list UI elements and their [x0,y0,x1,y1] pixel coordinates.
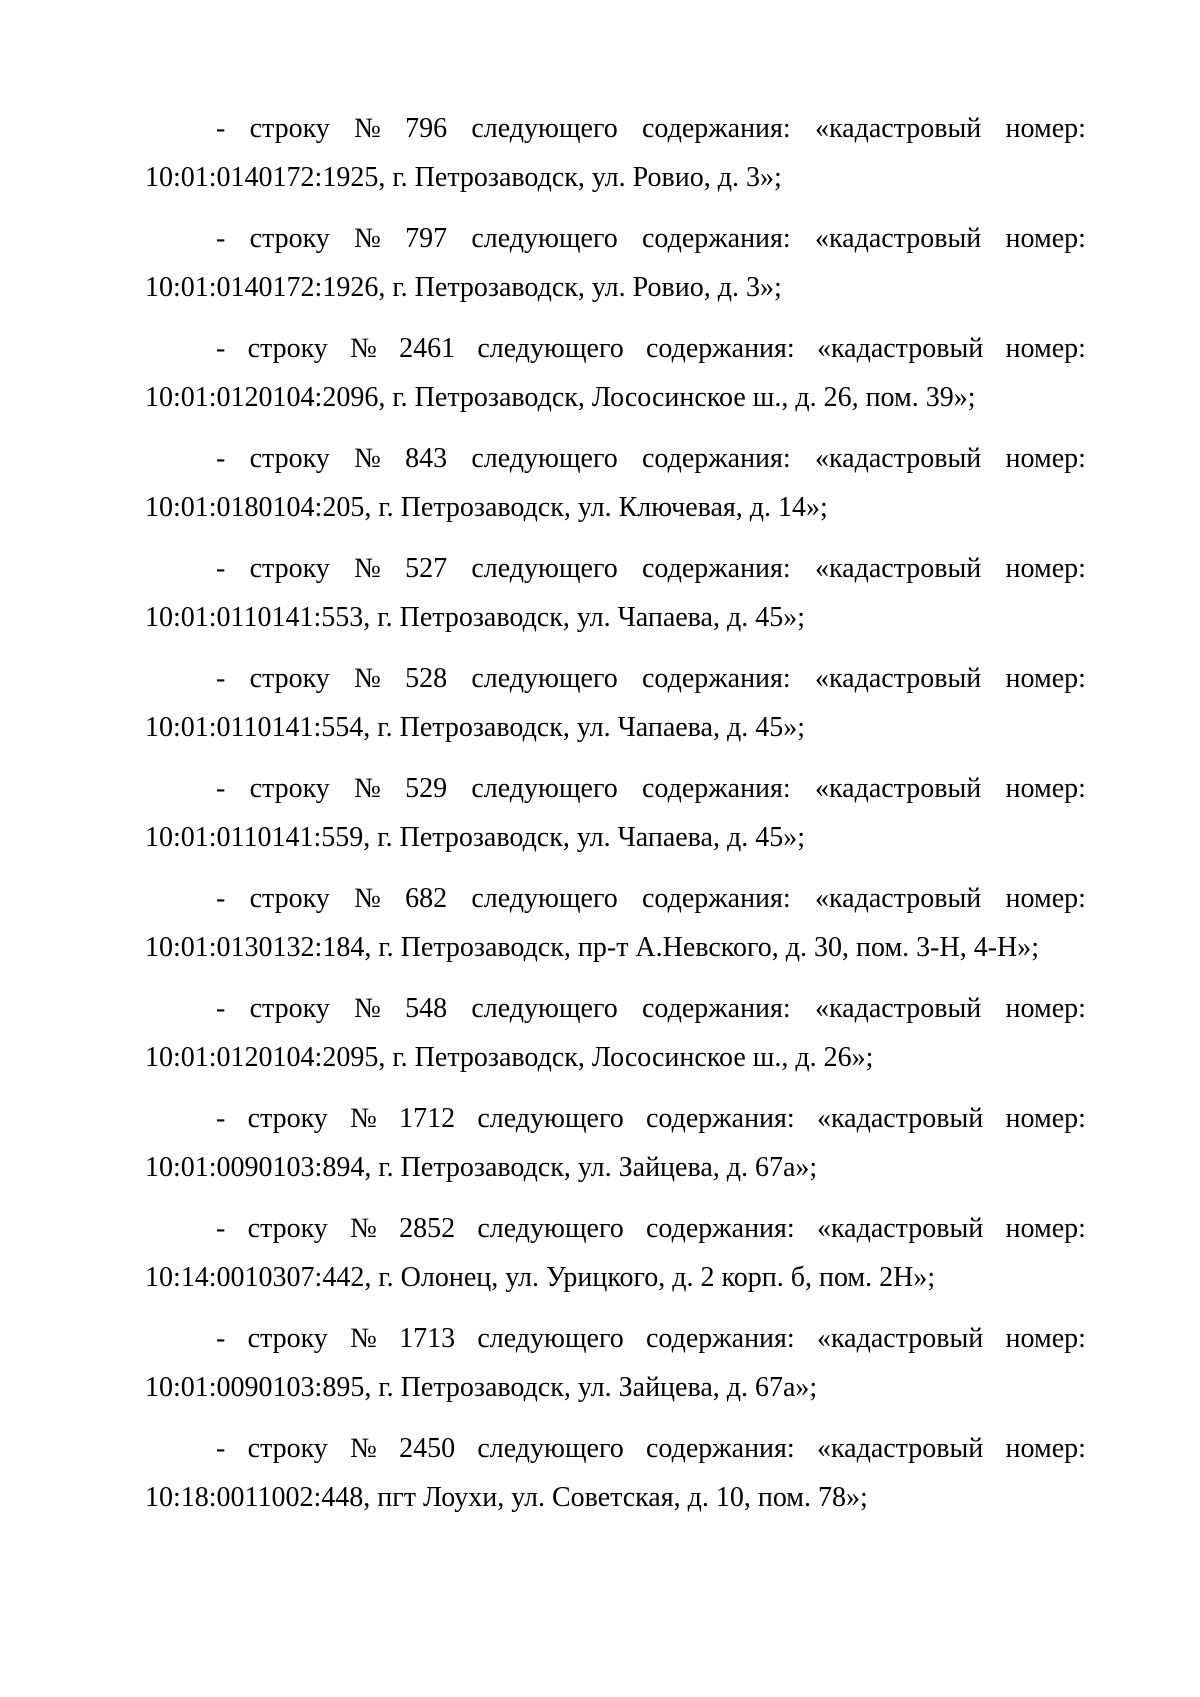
entry-cadastral-address: 10:01:0090103:894, г. Петрозаводск, ул. Зайцева, д. 67а»; [145,1152,818,1183]
entry-label: «кадастровый [816,1213,984,1244]
list-item [145,104,1086,214]
entry-phrase: следующего [471,553,618,584]
entry-word: строку [247,1323,328,1354]
entry-phrase2: содержания: [642,223,791,254]
entry-first-line [145,1424,1086,1473]
list-item [145,1204,1086,1314]
entry-row-no: 682 [405,883,448,914]
list-item [145,324,1086,434]
entry-label: «кадастровый [816,1103,984,1134]
entry-first-line [145,1204,1086,1253]
entry-first-line [145,104,1086,153]
entry-phrase: следующего [471,113,618,144]
document-page [145,104,1086,1534]
entry-label2: номер: [1005,993,1086,1024]
entry-num-sign: № [350,1433,377,1464]
entry-word: строку [249,993,330,1024]
entry-phrase2: содержания: [642,443,791,474]
entry-word: строку [249,113,330,144]
entry-first-line [145,764,1086,813]
entry-num-sign: № [354,993,381,1024]
entry-cadastral-address: 10:01:0120104:2096, г. Петрозаводск, Лососинское ш., д. 26, пом. 39»; [145,382,976,413]
entry-label2: номер: [1005,1103,1086,1134]
entry-phrase2: содержания: [642,993,791,1024]
list-item [145,874,1086,984]
entry-row-no: 529 [405,773,448,804]
entry-dash: - [216,993,226,1024]
entry-phrase2: содержания: [646,1433,795,1464]
entry-row-no: 797 [405,223,448,254]
entry-num-sign: № [354,883,381,914]
entry-label2: номер: [1005,333,1086,364]
entry-phrase2: содержания: [646,1103,795,1134]
entry-dash: - [216,553,226,584]
entry-dash: - [216,883,226,914]
entry-phrase: следующего [477,333,624,364]
entry-cadastral-address: 10:01:0180104:205, г. Петрозаводск, ул. Ключевая, д. 14»; [145,492,828,523]
entry-dash: - [216,1103,226,1134]
entry-phrase2: содержания: [642,663,791,694]
list-item [145,984,1086,1094]
entry-phrase: следующего [477,1213,624,1244]
entry-dash: - [216,113,226,144]
entry-row-no: 1713 [399,1323,456,1354]
entry-phrase: следующего [471,443,618,474]
entry-label: «кадастровый [814,553,982,584]
entry-num-sign: № [350,1323,377,1354]
entry-phrase2: содержания: [642,553,791,584]
entry-label: «кадастровый [816,1433,984,1464]
entry-row-no: 2461 [399,333,456,364]
entry-cadastral-address: 10:01:0110141:554, г. Петрозаводск, ул. Чапаева, д. 45»; [145,712,805,743]
list-item [145,434,1086,544]
list-item [145,654,1086,764]
entry-phrase2: содержания: [642,773,791,804]
entry-phrase: следующего [471,993,618,1024]
entry-label: «кадастровый [816,1323,984,1354]
entry-label: «кадастровый [814,663,982,694]
entry-label2: номер: [1005,663,1086,694]
entry-num-sign: № [354,663,381,694]
entry-word: строку [247,333,328,364]
entry-phrase2: содержания: [646,1213,795,1244]
entry-phrase: следующего [471,663,618,694]
entry-word: строку [249,553,330,584]
entry-label: «кадастровый [814,883,982,914]
entry-first-line [145,544,1086,593]
entry-word: строку [249,883,330,914]
entry-cadastral-address: 10:01:0110141:553, г. Петрозаводск, ул. Чапаева, д. 45»; [145,602,805,633]
entry-num-sign: № [354,113,381,144]
entry-phrase2: содержания: [646,1323,795,1354]
entry-first-line [145,1314,1086,1363]
entry-word: строку [249,663,330,694]
entry-label: «кадастровый [814,773,982,804]
entry-word: строку [249,773,330,804]
entry-label: «кадастровый [816,333,984,364]
entry-num-sign: № [354,553,381,584]
list-item [145,764,1086,874]
list-item [145,1094,1086,1204]
entry-label2: номер: [1005,113,1086,144]
entry-word: строку [247,1103,328,1134]
entry-label: «кадастровый [814,223,982,254]
entry-cadastral-address: 10:01:0140172:1926, г. Петрозаводск, ул. Ровио, д. 3»; [145,272,782,303]
entry-dash: - [216,1433,226,1464]
entry-label2: номер: [1005,443,1086,474]
entry-num-sign: № [350,1213,377,1244]
entry-num-sign: № [354,223,381,254]
list-item [145,214,1086,324]
entry-first-line [145,214,1086,263]
entry-label: «кадастровый [814,993,982,1024]
entry-row-no: 796 [405,113,448,144]
entry-row-no: 1712 [399,1103,456,1134]
entry-cadastral-address: 10:01:0110141:559, г. Петрозаводск, ул. Чапаева, д. 45»; [145,822,805,853]
entry-label2: номер: [1005,223,1086,254]
entry-phrase: следующего [477,1433,624,1464]
entry-cadastral-address: 10:01:0120104:2095, г. Петрозаводск, Лососинское ш., д. 26»; [145,1042,874,1073]
entry-row-no: 528 [405,663,448,694]
entry-row-no: 2450 [399,1433,456,1464]
entry-dash: - [216,223,226,254]
entry-word: строку [249,443,330,474]
entry-num-sign: № [350,333,377,364]
entry-row-no: 527 [405,553,448,584]
entry-cadastral-address: 10:01:0090103:895, г. Петрозаводск, ул. Зайцева, д. 67а»; [145,1372,818,1403]
entry-first-line [145,434,1086,483]
entry-label2: номер: [1005,773,1086,804]
entry-first-line [145,1094,1086,1143]
entry-phrase: следующего [477,1103,624,1134]
entry-label: «кадастровый [814,443,982,474]
entry-first-line [145,324,1086,373]
entry-dash: - [216,443,226,474]
entry-row-no: 843 [405,443,448,474]
entry-num-sign: № [350,1103,377,1134]
list-item [145,544,1086,654]
entry-phrase2: содержания: [646,333,795,364]
entry-row-no: 548 [405,993,448,1024]
entry-word: строку [247,1213,328,1244]
entry-dash: - [216,773,226,804]
entry-dash: - [216,663,226,694]
entry-phrase: следующего [471,223,618,254]
entry-first-line [145,984,1086,1033]
entry-phrase2: содержания: [642,883,791,914]
entry-dash: - [216,333,226,364]
entry-label2: номер: [1005,1323,1086,1354]
entry-phrase: следующего [471,883,618,914]
entry-word: строку [247,1433,328,1464]
list-item [145,1424,1086,1534]
entry-phrase: следующего [471,773,618,804]
entry-label2: номер: [1005,883,1086,914]
entry-cadastral-address: 10:01:0130132:184, г. Петрозаводск, пр-т А.Невского, д. 30, пом. 3-Н, 4-Н»; [145,932,1040,963]
entry-cadastral-address: 10:18:0011002:448, пгт Лоухи, ул. Советская, д. 10, пом. 78»; [145,1482,868,1513]
entry-first-line [145,654,1086,703]
entry-num-sign: № [354,443,381,474]
entry-cadastral-address: 10:01:0140172:1925, г. Петрозаводск, ул. Ровио, д. 3»; [145,162,782,193]
list-item [145,1314,1086,1424]
entry-label2: номер: [1005,1213,1086,1244]
entry-first-line [145,874,1086,923]
entry-dash: - [216,1323,226,1354]
entry-dash: - [216,1213,226,1244]
entry-phrase2: содержания: [642,113,791,144]
entry-label2: номер: [1005,553,1086,584]
entry-num-sign: № [354,773,381,804]
entry-row-no: 2852 [399,1213,456,1244]
entry-label: «кадастровый [814,113,982,144]
entry-phrase: следующего [477,1323,624,1354]
entry-word: строку [249,223,330,254]
entry-cadastral-address: 10:14:0010307:442, г. Олонец, ул. Урицкого, д. 2 корп. б, пом. 2Н»; [145,1262,936,1293]
entry-label2: номер: [1005,1433,1086,1464]
